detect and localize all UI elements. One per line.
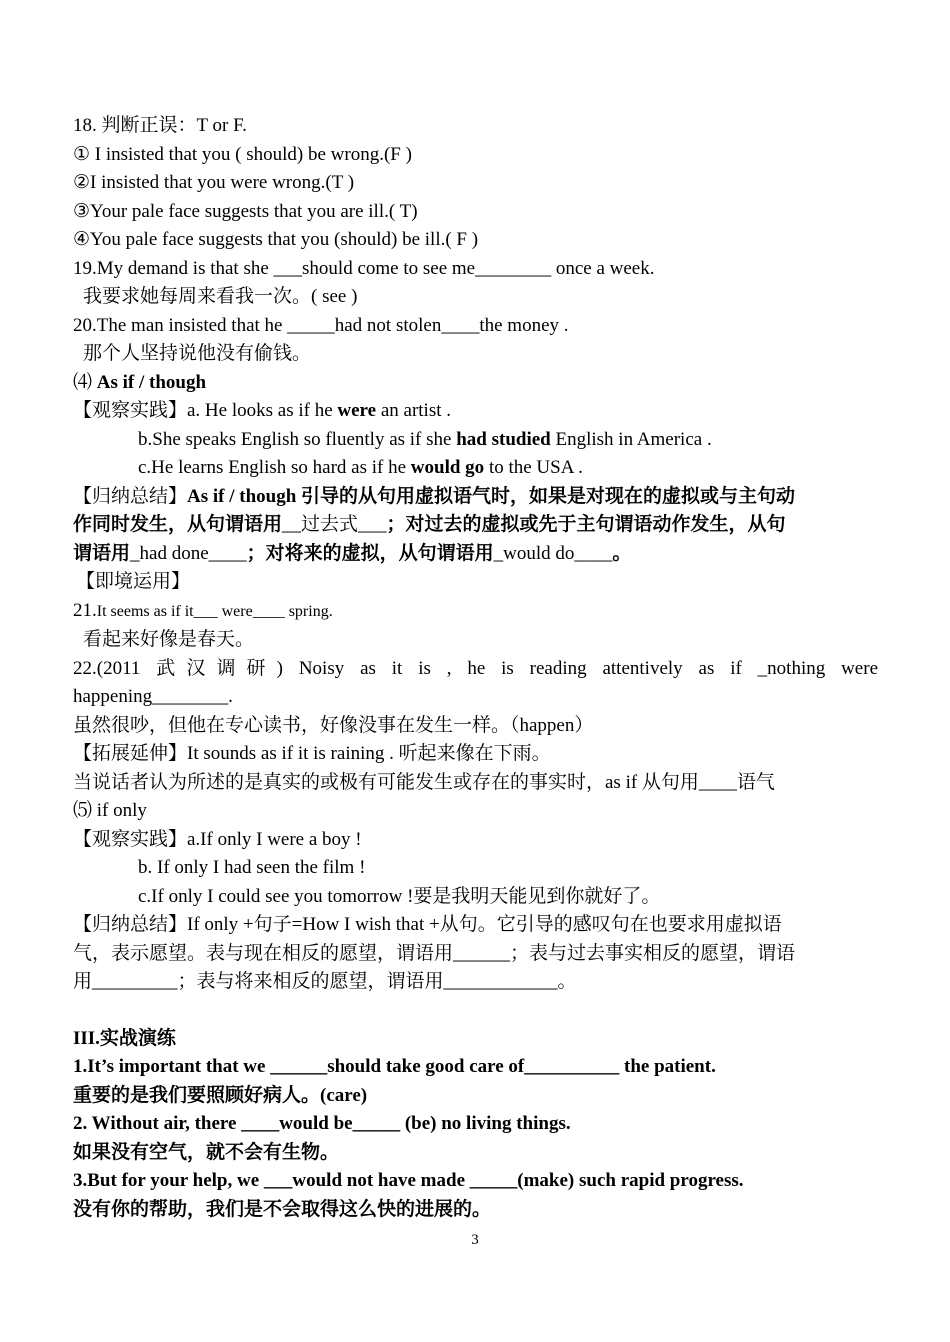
- item-4: ④You pale face suggests that you (should) be ill.( F ): [73, 229, 479, 250]
- item-2: ②I insisted that you were wrong.(T ): [73, 172, 355, 193]
- document-body: [73, 112, 878, 1224]
- question-22: 22.(2011 武汉调研) Noisy as it is , he is reading attentively as if _nothing were: [73, 657, 878, 679]
- if-only-b: b. If only I had seen the film !: [138, 857, 366, 878]
- summary-line-1: 【归纳总结】As if / though 引导的从句用虚拟语气时，如果是对现在的虚拟或与主句动: [73, 485, 796, 507]
- observe-practice-b: b.She speaks English so fluently as if she had studied English in America .: [138, 428, 712, 450]
- extension-note: 当说话者认为所述的是真实的或极有可能发生或存在的事实时，as if 从句用____语气: [73, 771, 775, 793]
- if-only-summary-2: 气，表示愿望。表与现在相反的愿望，谓语用______；表与过去事实相反的愿望，谓语: [73, 942, 796, 964]
- section-if-only-heading: ⑸ if only: [73, 800, 147, 821]
- section-as-if-heading: ⑷ As if / though: [73, 371, 207, 393]
- question-18-heading: 18. 判断正误：T or F.: [73, 115, 247, 136]
- question-21: 21.It seems as if it___ were____ spring.: [73, 599, 333, 621]
- if-only-summary-3: 用_________；表与将来相反的愿望，谓语用____________。: [73, 971, 577, 992]
- practice-3: 3.But for your help, we ___would not have made _____(make) such rapid progress.: [73, 1170, 744, 1191]
- practice-1: 1.It’s important that we ______should take good care of__________ the patient.: [73, 1056, 716, 1077]
- section-iii-heading: III.实战演练: [73, 1027, 176, 1049]
- observe-practice-c: c.He learns English so hard as if he would go to the USA .: [138, 457, 583, 478]
- summary-line-3: 谓语用_had done____；对将来的虚拟，从句谓语用_would do____。: [73, 542, 632, 564]
- question-20: 20.The man insisted that he _____had not stolen____the money .: [73, 314, 569, 336]
- practice-3-translation: 没有你的帮助，我们是不会取得这么快的进展的。: [73, 1198, 492, 1220]
- item-3: ③Your pale face suggests that you are ill.( T): [73, 200, 418, 222]
- apply-heading: 【即境运用】: [76, 571, 191, 592]
- item-1: ① I insisted that you ( should) be wrong.(F ): [73, 143, 412, 165]
- practice-2: 2. Without air, there ____would be_____ (be) no living things.: [73, 1113, 571, 1134]
- if-only-a: 【观察实践】a.If only I were a boy !: [73, 828, 362, 850]
- question-19-translation: 我要求她每周来看我一次。( see ): [83, 286, 358, 307]
- practice-1-translation: 重要的是我们要照顾好病人。(care): [73, 1084, 368, 1106]
- question-22-cont: happening________.: [73, 686, 233, 707]
- spacer: [73, 997, 878, 1025]
- if-only-c: c.If only I could see you tomorrow !要是我明天能见到你就好了。: [138, 885, 661, 907]
- summary-line-2: 作同时发生，从句谓语用__过去式___；对过去的虚拟或先于主句谓语动作发生，从句: [73, 514, 786, 535]
- extension-line: 【拓展延伸】It sounds as if it is raining . 听起来像在下雨。: [73, 743, 551, 764]
- question-19: 19.My demand is that she ___should come to see me________ once a week.: [73, 257, 655, 279]
- practice-2-translation: 如果没有空气，就不会有生物。: [73, 1141, 340, 1163]
- question-22-translation: 虽然很吵，但他在专心读书，好像没事在发生一样。（happen）: [73, 714, 594, 736]
- observe-practice-a: 【观察实践】a. He looks as if he were an artist .: [73, 400, 452, 421]
- question-20-translation: 那个人坚持说他没有偷钱。: [83, 343, 312, 364]
- page-number: 3: [471, 1232, 479, 1248]
- if-only-summary-1: 【归纳总结】If only +句子=How I wish that +从句。它引导的感叹句在也要求用虚拟语: [73, 914, 782, 935]
- question-21-translation: 看起来好像是春天。: [83, 629, 255, 650]
